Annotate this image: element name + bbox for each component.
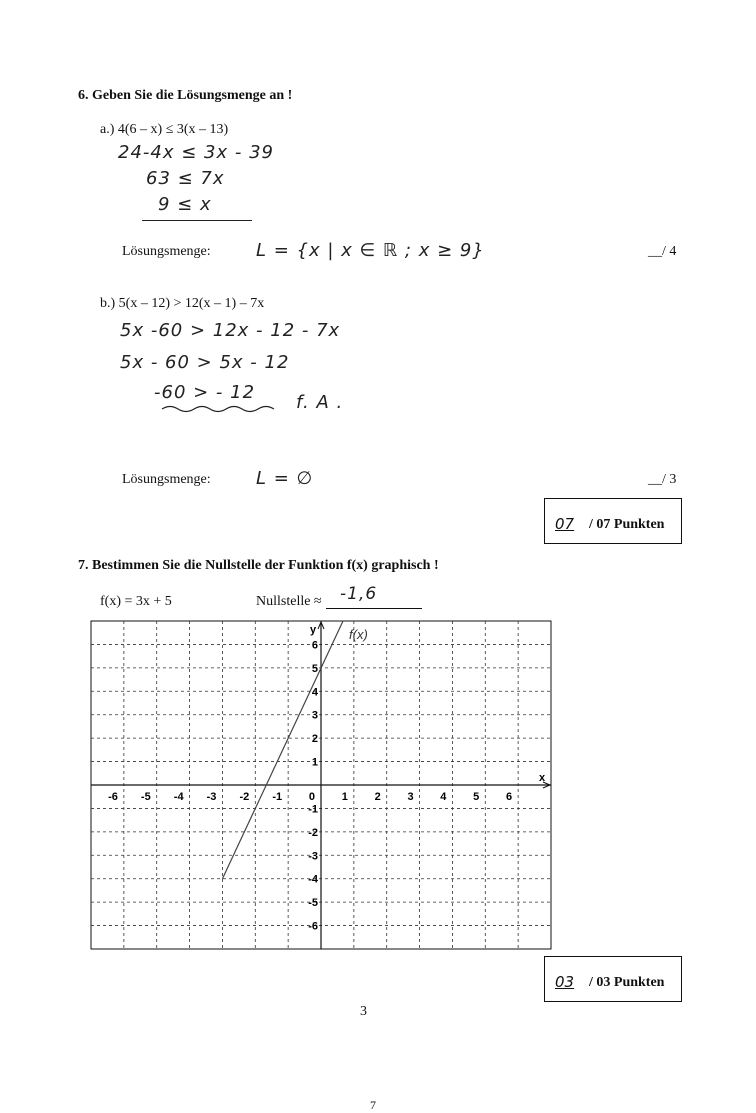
task6a-solution: L = {x | x ∈ ℝ ; x ≥ 9} [256,240,485,261]
task7-function: f(x) = 3x + 5 [100,594,172,609]
y-tick-label: 3 [311,709,318,722]
y-axis-label: y [310,624,317,636]
task6b-step-1: 5x -60 > 12x - 12 - 7x [120,320,341,341]
y-tick-label: 2 [311,733,318,746]
task7-zero-value: -1,6 [340,584,378,604]
x-tick-label: -5 [140,791,151,803]
x-tick-label: 6 [506,791,513,803]
task6a-points: __/ 4 [648,244,677,259]
x-axis-label: x [539,772,546,784]
task6a-step-3: 9 ≤ x [158,194,212,215]
task7-score-earned: 03 [555,973,575,991]
x-tick-label: 1 [341,791,348,803]
task6a-solution-label: Lösungsmenge: [122,244,211,259]
task6b-solution: L = ∅ [256,468,314,489]
task6b-wavy-underline [160,404,276,414]
task7-zero-label: Nullstelle ≈ [256,594,322,609]
y-tick-label: -1 [308,803,318,816]
task6a-step-2: 63 ≤ 7x [146,168,225,189]
task7-score-box [544,956,682,1002]
task6b-step-2: 5x - 60 > 5x - 12 [120,352,290,373]
y-tick-label: -6 [308,920,318,933]
y-tick-label: 4 [311,686,318,699]
task6-heading: 6. Geben Sie die Lösungsmenge an ! [78,88,293,103]
x-tick-label: 4 [440,791,447,803]
y-tick-label: -3 [308,850,318,863]
x-tick-label: 3 [407,791,414,803]
y-tick-label: -4 [308,873,318,886]
x-tick-label: 2 [374,791,381,803]
task6a-result-underline [142,220,252,221]
x-tick-label: 0 [308,791,315,803]
task6b-prompt: b.) 5(x – 12) > 12(x – 1) – 7x [100,296,265,311]
y-tick-label: -2 [308,826,318,839]
x-tick-label: -3 [206,791,217,803]
function-label: f(x) [349,627,368,642]
y-tick-label: 5 [311,662,318,675]
y-tick-label: 6 [311,639,318,652]
page-number: 3 [360,1004,367,1019]
task7-score-total: / 03 Punkten [589,975,665,990]
task6-score-box [544,498,682,544]
sheet-number: 7 [370,1098,376,1112]
task6b-points: __/ 3 [648,472,677,487]
y-tick-label: 1 [311,756,318,769]
task7-zero-underline [326,608,422,609]
task6b-solution-label: Lösungsmenge: [122,472,211,487]
function-line [222,621,343,879]
task6a-step-1: 24-4x ≤ 3x - 39 [118,142,274,163]
task6b-step-3: -60 > - 12 [154,382,256,403]
task7-heading: 7. Bestimmen Sie die Nullstelle der Funktion f(x) graphisch ! [78,558,439,573]
task6-score-earned: 07 [555,515,575,533]
x-tick-label: -2 [239,791,250,803]
x-tick-label: -1 [272,791,283,803]
task6b-note: f. A . [296,392,344,413]
coordinate-grid-chart [90,620,552,950]
task6a-prompt: a.) 4(6 – x) ≤ 3(x – 13) [100,122,229,137]
task6-score-total: / 07 Punkten [589,517,665,532]
x-tick-label: -4 [173,791,184,803]
x-tick-label: -6 [108,791,118,803]
x-tick-label: 5 [473,791,480,803]
y-tick-label: -5 [308,897,318,910]
